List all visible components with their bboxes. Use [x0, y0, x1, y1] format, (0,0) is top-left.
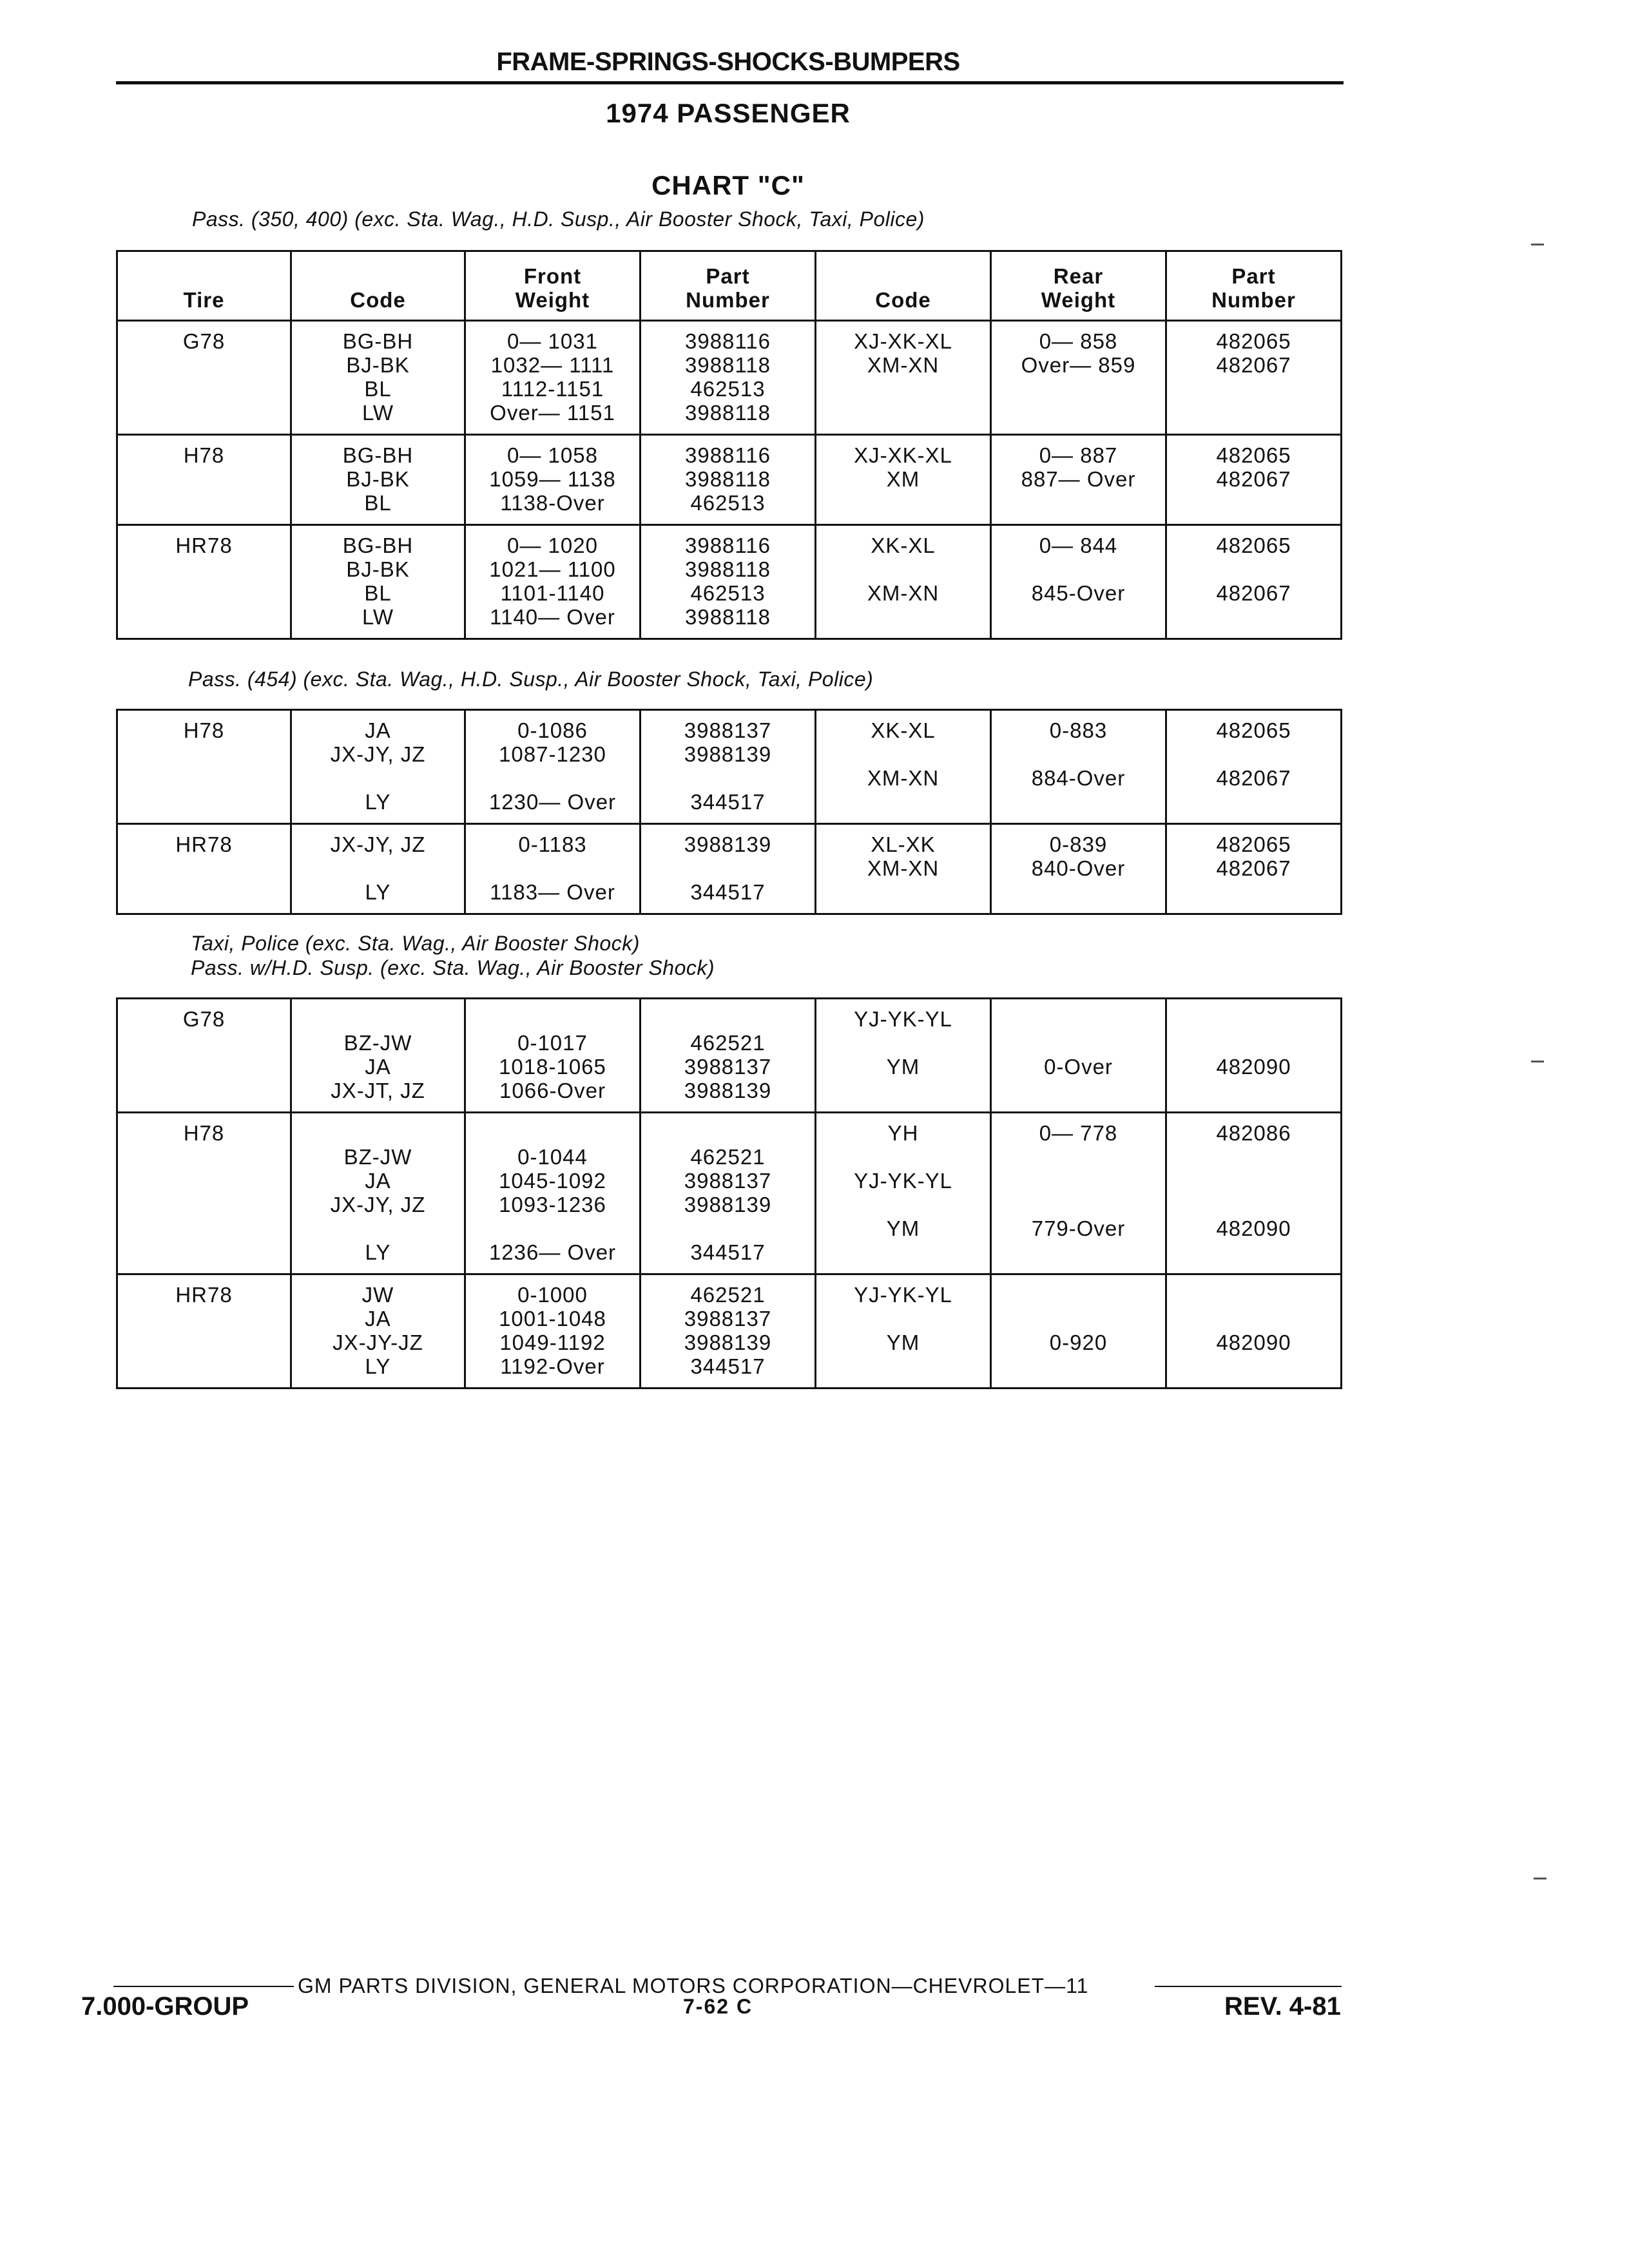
front-part-number-value	[641, 856, 815, 880]
rear-code-value	[816, 401, 990, 425]
margin-mark	[1531, 1061, 1544, 1062]
rear-weight-value: 0-Over	[1044, 1055, 1113, 1079]
front-code-cell	[291, 321, 465, 435]
front-weight-value: 1049-1192	[499, 1331, 606, 1354]
margin-mark	[1534, 1878, 1547, 1879]
front-code-value: BZ-JW	[343, 1031, 412, 1055]
front-code-value: BZ-JW	[343, 1145, 412, 1169]
front-code-value: JX-JY-JZ	[333, 1331, 423, 1354]
footer-group: 7.000-GROUP	[81, 1992, 249, 2021]
rear-code-value	[816, 1031, 990, 1055]
rear-weight-value	[992, 491, 1165, 515]
front-weight-value: 1140— Over	[490, 605, 615, 629]
rear-code-value	[816, 880, 990, 904]
front-weight-value: 1101-1140	[500, 581, 605, 605]
table-row	[117, 321, 1342, 435]
header-tire: Tire	[117, 251, 291, 321]
rear-code-value: YM	[886, 1331, 920, 1354]
rear-weight-value	[992, 605, 1165, 629]
rear-part-number-value: 482090	[1216, 1331, 1291, 1354]
front-part-number-value	[641, 1007, 815, 1031]
rear-part-number-value	[1167, 1007, 1340, 1031]
front-code-value: LW	[361, 605, 394, 629]
front-part-number-value: 3988139	[684, 1331, 772, 1354]
tire-cell: HR78	[117, 824, 291, 914]
margin-mark	[1531, 244, 1544, 245]
front-part-number-value	[641, 766, 815, 790]
rear-part-number-value	[1167, 1193, 1340, 1216]
tire-cell: HR78	[117, 1274, 291, 1389]
rear-part-number-value	[1167, 1145, 1340, 1169]
footer-division: GM PARTS DIVISION, GENERAL MOTORS CORPORATION—CHEVROLET—11	[298, 1974, 1089, 1997]
rear-part-number-cell	[1166, 1113, 1342, 1274]
rear-part-number-value: 482067	[1216, 581, 1291, 605]
front-weight-value: 1230— Over	[488, 790, 617, 814]
front-code-value: JA	[365, 1169, 391, 1193]
rear-part-number-value	[1167, 401, 1340, 425]
table-header-row	[117, 251, 1342, 321]
rear-part-number-value: 482067	[1216, 353, 1291, 377]
page-subtitle: 1974 PASSENGER	[606, 98, 851, 128]
front-part-number-value: 344517	[690, 1240, 766, 1264]
front-code-value: BJ-BK	[346, 467, 410, 491]
rear-weight-cell	[991, 435, 1166, 525]
front-weight-cell	[465, 710, 641, 824]
footer-page: 7-62 C	[683, 1995, 753, 2018]
rear-code-value	[816, 790, 990, 814]
front-weight-value	[466, 1121, 639, 1145]
rear-weight-value: 0-839	[1049, 832, 1108, 856]
header-rear-weight: Rear Weight	[991, 251, 1166, 321]
front-part-number-cell	[641, 1274, 816, 1389]
rear-code-value: YM	[886, 1216, 920, 1240]
front-part-number-value: 462513	[690, 581, 766, 605]
front-part-number-cell	[641, 435, 816, 525]
rear-code-value: XM	[886, 467, 920, 491]
header-part-number: Part Number	[641, 251, 816, 321]
front-code-value: BG-BH	[342, 329, 414, 353]
rear-weight-value: 840-Over	[1031, 856, 1126, 880]
front-part-number-value: 3988137	[684, 718, 772, 742]
rear-part-number-value	[1167, 1240, 1340, 1264]
rear-part-number-value: 482067	[1216, 467, 1291, 491]
rear-code-cell	[816, 1274, 991, 1389]
header-rule	[116, 81, 1344, 84]
front-weight-value: 1018-1065	[499, 1055, 606, 1079]
front-weight-value: 0-1000	[517, 1283, 588, 1307]
rear-code-value: XJ-XK-XL	[854, 329, 952, 353]
rear-part-number-value	[1167, 1283, 1340, 1307]
rear-weight-value	[992, 1145, 1165, 1169]
front-part-number-value: 3988139	[684, 1193, 772, 1216]
front-part-number-value: 3988118	[684, 557, 771, 581]
rear-weight-value	[992, 401, 1165, 425]
tire-cell: HR78	[117, 525, 291, 639]
rear-code-cell	[816, 321, 991, 435]
front-weight-value: 1236— Over	[488, 1240, 617, 1264]
rear-weight-value: 0— 844	[1039, 533, 1118, 557]
rear-code-value: XK-XL	[871, 533, 936, 557]
rear-part-number-value	[1167, 605, 1340, 629]
front-weight-value: 1192-Over	[500, 1354, 605, 1378]
rear-code-value	[816, 377, 990, 401]
front-part-number-value: 344517	[690, 1354, 766, 1378]
rear-code-cell	[816, 525, 991, 639]
parts-table-3	[116, 997, 1342, 1389]
front-code-cell	[291, 435, 465, 525]
footer-revision: REV. 4-81	[1224, 1992, 1341, 2021]
rear-code-value: YM	[886, 1055, 920, 1079]
front-code-value: BG-BH	[342, 533, 414, 557]
front-code-value: JX-JT, JZ	[331, 1079, 425, 1102]
front-part-number-value: 462521	[690, 1031, 766, 1055]
front-weight-value: 0-1017	[517, 1031, 588, 1055]
rear-code-value	[816, 1145, 990, 1169]
front-weight-value: 1093-1236	[499, 1193, 606, 1216]
front-code-cell	[291, 824, 465, 914]
section-note: Pass. (350, 400) (exc. Sta. Wag., H.D. Susp., Air Booster Shock, Taxi, Police)	[192, 207, 925, 231]
rear-part-number-cell	[1166, 824, 1342, 914]
front-weight-value: 0— 1020	[507, 533, 598, 557]
page-header-title: FRAME-SPRINGS-SHOCKS-BUMPERS	[496, 48, 960, 76]
front-part-number-value: 344517	[690, 880, 766, 904]
front-part-number-value: 462513	[690, 377, 766, 401]
rear-code-value	[816, 557, 990, 581]
front-code-value: JX-JY, JZ	[330, 742, 426, 766]
front-part-number-value: 3988137	[684, 1055, 772, 1079]
front-weight-cell	[465, 1274, 641, 1389]
front-weight-value: 1001-1048	[499, 1307, 606, 1331]
front-part-number-value: 462521	[690, 1283, 766, 1307]
front-weight-value: 1138-Over	[500, 491, 605, 515]
front-code-value: LW	[361, 401, 394, 425]
rear-weight-value	[992, 1169, 1165, 1193]
header-code: Code	[291, 251, 465, 321]
front-weight-value: 0-1183	[518, 832, 587, 856]
rear-code-cell	[816, 710, 991, 824]
rear-code-value: YJ-YK-YL	[854, 1169, 952, 1193]
rear-part-number-value	[1167, 790, 1340, 814]
rear-weight-value	[992, 377, 1165, 401]
rear-part-number-value	[1167, 742, 1340, 766]
table-row	[117, 435, 1342, 525]
rear-weight-value: 884-Over	[1031, 766, 1126, 790]
rear-code-value: YJ-YK-YL	[854, 1007, 952, 1031]
rear-code-cell	[816, 435, 991, 525]
section-note: Taxi, Police (exc. Sta. Wag., Air Booster Shock)	[191, 932, 640, 955]
rear-part-number-value	[1167, 1307, 1340, 1331]
front-code-value	[292, 1216, 464, 1240]
front-code-value: BL	[364, 581, 392, 605]
rear-weight-cell	[991, 999, 1166, 1113]
rear-code-value: XL-XK	[871, 832, 936, 856]
rear-part-number-value: 482065	[1216, 329, 1291, 353]
rear-code-value: XK-XL	[871, 718, 936, 742]
rear-code-value	[816, 1354, 990, 1378]
front-code-value	[292, 1007, 464, 1031]
parts-table-1	[116, 250, 1342, 640]
rear-weight-cell	[991, 710, 1166, 824]
rear-weight-value: 0-883	[1049, 718, 1108, 742]
footer-rule-left	[113, 1986, 294, 1987]
front-code-value: BJ-BK	[346, 353, 410, 377]
front-code-value: BL	[364, 377, 392, 401]
table-row	[117, 999, 1342, 1113]
table-row	[117, 1113, 1342, 1274]
rear-part-number-cell	[1166, 525, 1342, 639]
front-part-number-value: 3988118	[684, 467, 771, 491]
rear-code-value	[816, 1307, 990, 1331]
front-weight-value: 0— 1058	[507, 443, 598, 467]
rear-part-number-value	[1167, 557, 1340, 581]
front-code-value: JA	[365, 718, 391, 742]
front-code-value: JX-JY, JZ	[330, 832, 426, 856]
chart-title: CHART "C"	[651, 170, 805, 200]
tire-cell: H78	[117, 710, 291, 824]
rear-code-value: YH	[887, 1121, 919, 1145]
front-code-value: BG-BH	[342, 443, 414, 467]
rear-weight-value: 887— Over	[1021, 467, 1136, 491]
rear-weight-value	[992, 790, 1165, 814]
front-weight-value: 1032— 1111	[490, 353, 615, 377]
front-code-value: LY	[365, 880, 391, 904]
rear-part-number-cell	[1166, 435, 1342, 525]
front-weight-cell	[465, 525, 641, 639]
rear-part-number-value: 482086	[1216, 1121, 1291, 1145]
tire-cell: H78	[117, 1113, 291, 1274]
tire-cell: G78	[117, 999, 291, 1113]
rear-weight-value	[992, 1031, 1165, 1055]
front-code-cell	[291, 525, 465, 639]
rear-part-number-value	[1167, 491, 1340, 515]
rear-weight-value	[992, 1307, 1165, 1331]
front-weight-value: Over— 1151	[490, 401, 615, 425]
front-code-value: JX-JY, JZ	[330, 1193, 426, 1216]
rear-weight-cell	[991, 321, 1166, 435]
rear-weight-value	[992, 1283, 1165, 1307]
front-code-value: LY	[365, 1354, 391, 1378]
rear-code-value	[816, 1193, 990, 1216]
front-part-number-value: 344517	[690, 790, 766, 814]
front-part-number-cell	[641, 525, 816, 639]
front-weight-value	[466, 1007, 639, 1031]
front-code-value: LY	[365, 1240, 391, 1264]
front-code-cell	[291, 710, 465, 824]
front-code-value: JA	[365, 1307, 391, 1331]
rear-code-value	[816, 605, 990, 629]
front-code-value	[292, 856, 464, 880]
front-part-number-value: 3988116	[684, 329, 771, 353]
front-weight-cell	[465, 321, 641, 435]
front-part-number-cell	[641, 824, 816, 914]
section-note: Pass. w/H.D. Susp. (exc. Sta. Wag., Air Booster Shock)	[191, 956, 715, 979]
rear-weight-value	[992, 1240, 1165, 1264]
front-weight-value	[466, 1216, 639, 1240]
front-code-value: BJ-BK	[346, 557, 410, 581]
rear-part-number-cell	[1166, 710, 1342, 824]
rear-part-number-value: 482067	[1216, 766, 1291, 790]
front-weight-value	[466, 856, 639, 880]
rear-weight-value: 0-920	[1049, 1331, 1108, 1354]
rear-weight-value	[992, 557, 1165, 581]
rear-part-number-value: 482090	[1216, 1055, 1291, 1079]
rear-weight-value: 845-Over	[1031, 581, 1126, 605]
front-weight-cell	[465, 824, 641, 914]
section-body	[117, 321, 1342, 639]
header-front-weight: Front Weight	[465, 251, 641, 321]
front-weight-cell	[465, 1113, 641, 1274]
front-weight-value: 1087-1230	[499, 742, 606, 766]
rear-weight-value	[992, 880, 1165, 904]
rear-part-number-value	[1167, 377, 1340, 401]
rear-part-number-value: 482065	[1216, 533, 1291, 557]
front-part-number-value: 3988118	[684, 605, 771, 629]
front-weight-value: 1183— Over	[490, 880, 615, 904]
section-body	[117, 999, 1342, 1389]
rear-part-number-value	[1167, 880, 1340, 904]
rear-weight-value: 0— 778	[1039, 1121, 1118, 1145]
rear-code-value	[816, 742, 990, 766]
rear-code-value: XJ-XK-XL	[854, 443, 952, 467]
table-row	[117, 1274, 1342, 1389]
front-code-cell	[291, 1113, 465, 1274]
front-code-value: JW	[361, 1283, 394, 1307]
rear-part-number-value	[1167, 1031, 1340, 1055]
rear-code-cell	[816, 1113, 991, 1274]
rear-code-cell	[816, 999, 991, 1113]
front-part-number-cell	[641, 999, 816, 1113]
front-weight-value: 1045-1092	[499, 1169, 606, 1193]
rear-part-number-value	[1167, 1169, 1340, 1193]
rear-weight-value: Over— 859	[1021, 353, 1136, 377]
rear-part-number-cell	[1166, 321, 1342, 435]
front-part-number-cell	[641, 321, 816, 435]
front-part-number-value: 462521	[690, 1145, 766, 1169]
rear-part-number-cell	[1166, 999, 1342, 1113]
tire-cell: G78	[117, 321, 291, 435]
front-code-cell	[291, 1274, 465, 1389]
front-part-number-value: 3988116	[684, 443, 771, 467]
front-part-number-value: 3988116	[684, 533, 771, 557]
parts-table-2	[116, 709, 1342, 915]
rear-part-number-value: 482065	[1216, 443, 1291, 467]
front-weight-cell	[465, 999, 641, 1113]
header-rear-part-number: Part Number	[1166, 251, 1342, 321]
rear-weight-cell	[991, 824, 1166, 914]
rear-weight-cell	[991, 1274, 1166, 1389]
front-part-number-value: 3988118	[684, 353, 771, 377]
rear-part-number-value: 482065	[1216, 718, 1291, 742]
front-code-value: LY	[365, 790, 391, 814]
table-row	[117, 824, 1342, 914]
rear-weight-value	[992, 1193, 1165, 1216]
rear-part-number-value: 482067	[1216, 856, 1291, 880]
rear-code-value: XM-XN	[867, 766, 940, 790]
header-rear-code: Code	[816, 251, 991, 321]
rear-weight-cell	[991, 525, 1166, 639]
front-code-value	[292, 1121, 464, 1145]
front-weight-cell	[465, 435, 641, 525]
section-body	[117, 710, 1342, 914]
front-part-number-value: 3988139	[684, 832, 772, 856]
rear-weight-value	[992, 1007, 1165, 1031]
front-part-number-value: 462513	[690, 491, 766, 515]
rear-weight-value: 0— 887	[1039, 443, 1118, 467]
rear-code-value: YJ-YK-YL	[854, 1283, 952, 1307]
rear-part-number-value: 482065	[1216, 832, 1291, 856]
rear-weight-value: 0— 858	[1039, 329, 1118, 353]
front-part-number-value	[641, 1121, 815, 1145]
rear-weight-value	[992, 1354, 1165, 1378]
table-row	[117, 525, 1342, 639]
front-weight-value: 0-1086	[517, 718, 588, 742]
section-note: Pass. (454) (exc. Sta. Wag., H.D. Susp., Air Booster Shock, Taxi, Police)	[188, 668, 874, 691]
front-weight-value: 1066-Over	[499, 1079, 606, 1102]
front-part-number-cell	[641, 1113, 816, 1274]
rear-part-number-value: 482090	[1216, 1216, 1291, 1240]
rear-part-number-value	[1167, 1354, 1340, 1378]
front-part-number-value: 3988137	[684, 1169, 772, 1193]
front-code-value: BL	[364, 491, 392, 515]
front-weight-value: 1021— 1100	[489, 557, 616, 581]
rear-code-value: XM-XN	[867, 856, 940, 880]
front-weight-value: 0-1044	[517, 1145, 588, 1169]
front-part-number-value	[641, 1216, 815, 1240]
front-weight-value: 0— 1031	[507, 329, 598, 353]
rear-code-value	[816, 1240, 990, 1264]
front-weight-value	[466, 766, 639, 790]
tire-cell: H78	[117, 435, 291, 525]
rear-part-number-cell	[1166, 1274, 1342, 1389]
table-row	[117, 710, 1342, 824]
rear-code-value	[816, 1079, 990, 1102]
front-weight-value: 1112-1151	[501, 377, 604, 401]
rear-weight-value	[992, 742, 1165, 766]
front-code-value: JA	[365, 1055, 391, 1079]
rear-part-number-value	[1167, 1079, 1340, 1102]
rear-code-value	[816, 491, 990, 515]
rear-weight-value	[992, 1079, 1165, 1102]
front-part-number-value: 3988139	[684, 742, 772, 766]
front-code-cell	[291, 999, 465, 1113]
front-part-number-value: 3988137	[684, 1307, 772, 1331]
rear-code-value: XM-XN	[867, 581, 940, 605]
rear-weight-cell	[991, 1113, 1166, 1274]
rear-code-value: XM-XN	[867, 353, 940, 377]
front-code-value	[292, 766, 464, 790]
rear-code-cell	[816, 824, 991, 914]
front-part-number-value: 3988139	[684, 1079, 772, 1102]
footer-rule-right	[1155, 1986, 1342, 1987]
front-part-number-value: 3988118	[684, 401, 771, 425]
front-part-number-cell	[641, 710, 816, 824]
rear-weight-value: 779-Over	[1031, 1216, 1126, 1240]
front-weight-value: 1059— 1138	[489, 467, 616, 491]
